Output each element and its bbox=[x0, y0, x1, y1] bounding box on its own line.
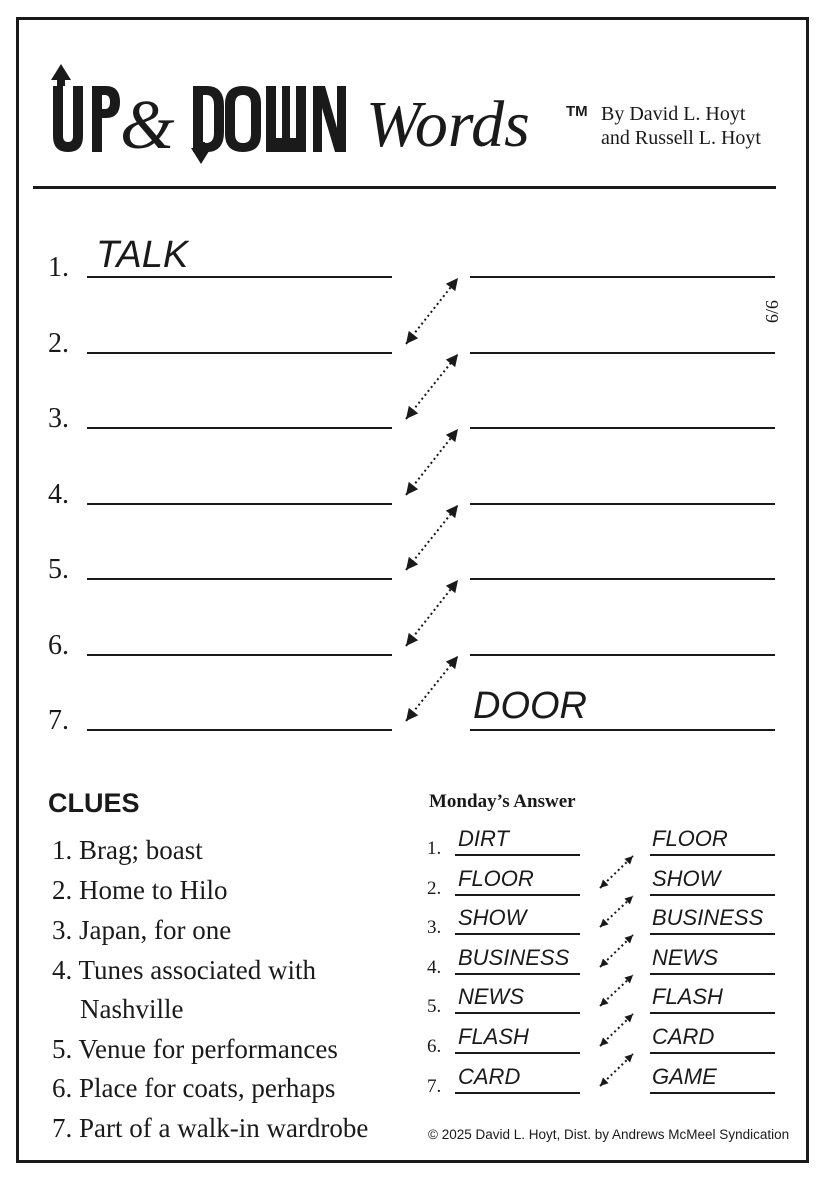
clue-item: 1. Brag; boast bbox=[52, 835, 203, 865]
double-arrow-icon bbox=[406, 278, 458, 344]
side-date: 9/9 bbox=[762, 300, 782, 324]
answer-right-word: FLOOR bbox=[652, 826, 728, 851]
double-arrow-icon bbox=[406, 505, 458, 570]
answer-left-word: FLASH bbox=[458, 1024, 529, 1049]
answer-right-line bbox=[650, 894, 775, 896]
puzzle-row-number: 1. bbox=[48, 252, 69, 283]
double-arrow-icon bbox=[406, 429, 458, 495]
clues-title: CLUES bbox=[48, 788, 140, 818]
answer-left-word: CARD bbox=[458, 1064, 521, 1089]
puzzle-row-number: 7. bbox=[48, 705, 69, 736]
double-arrow-icon bbox=[406, 580, 458, 646]
right-answer-word: DOOR bbox=[473, 685, 587, 727]
svg-text:TM: TM bbox=[566, 103, 588, 120]
clue-item: 4. Tunes associated with bbox=[52, 955, 317, 985]
clue-item: 2. Home to Hilo bbox=[52, 875, 228, 905]
answer-left-line bbox=[455, 894, 580, 896]
answer-left-line bbox=[455, 1052, 580, 1054]
answer-right-word: NEWS bbox=[652, 945, 718, 970]
answer-row-number: 2. bbox=[427, 878, 442, 899]
answer-left-word: SHOW bbox=[458, 905, 527, 930]
answer-left-word: BUSINESS bbox=[458, 945, 570, 970]
double-arrow-icon bbox=[600, 896, 633, 927]
clue-item: Nashville bbox=[80, 994, 184, 1024]
puzzle-row-number: 6. bbox=[48, 630, 69, 661]
answer-right-word: SHOW bbox=[652, 866, 721, 891]
double-arrow-icon bbox=[600, 935, 633, 967]
clue-item: 7. Part of a walk-in wardrobe bbox=[52, 1113, 369, 1143]
clue-item: 6. Place for coats, perhaps bbox=[52, 1073, 336, 1103]
double-arrow-icon bbox=[406, 656, 458, 721]
puzzle-row-number: 4. bbox=[48, 479, 69, 510]
answer-row-number: 6. bbox=[427, 1036, 442, 1057]
double-arrow-icon bbox=[600, 856, 633, 888]
puzzle-row-number: 2. bbox=[48, 328, 69, 359]
answer-right-word: BUSINESS bbox=[652, 905, 764, 930]
clue-item: 5. Venue for performances bbox=[52, 1034, 338, 1064]
previous-answer-title: Monday’s Answer bbox=[429, 791, 576, 812]
answer-left-line bbox=[455, 1092, 580, 1094]
answer-left-word: DIRT bbox=[458, 826, 509, 851]
copyright: © 2025 David L. Hoyt, Dist. by Andrews McMeel Syndication bbox=[428, 1127, 790, 1142]
answer-right-line bbox=[650, 1092, 775, 1094]
answer-right-word: CARD bbox=[652, 1024, 715, 1049]
answer-right-line bbox=[650, 973, 775, 975]
answer-row-number: 7. bbox=[427, 1076, 442, 1097]
answer-row-number: 5. bbox=[427, 996, 442, 1017]
answer-left-word: NEWS bbox=[458, 984, 524, 1009]
answer-right-word: GAME bbox=[652, 1064, 717, 1089]
left-answer-word: TALK bbox=[96, 234, 189, 276]
answer-right-line bbox=[650, 1012, 775, 1014]
answer-row-number: 1. bbox=[427, 838, 442, 859]
double-arrow-icon bbox=[600, 1014, 633, 1046]
byline-line-2: and Russell L. Hoyt bbox=[601, 127, 761, 149]
answer-right-line bbox=[650, 854, 775, 856]
answer-right-line bbox=[650, 933, 775, 935]
double-arrow-icon bbox=[600, 975, 633, 1006]
svg-text:&: & bbox=[120, 87, 175, 164]
clue-item: 3. Japan, for one bbox=[52, 915, 232, 945]
svg-text:Words: Words bbox=[366, 88, 530, 161]
puzzle-row-number: 3. bbox=[48, 403, 69, 434]
puzzle-row-number: 5. bbox=[48, 554, 69, 585]
double-arrow-icon bbox=[406, 354, 458, 419]
answer-left-line bbox=[455, 1012, 580, 1014]
answer-row-number: 4. bbox=[427, 957, 442, 978]
answer-left-word: FLOOR bbox=[458, 866, 534, 891]
answer-left-line bbox=[455, 933, 580, 935]
answer-left-line bbox=[455, 854, 580, 856]
answer-left-line bbox=[455, 973, 580, 975]
answer-row-number: 3. bbox=[427, 917, 442, 938]
answer-right-word: FLASH bbox=[652, 984, 723, 1009]
byline-line-1: By David L. Hoyt bbox=[601, 103, 746, 125]
double-arrow-icon bbox=[600, 1054, 633, 1086]
answer-right-line bbox=[650, 1052, 775, 1054]
